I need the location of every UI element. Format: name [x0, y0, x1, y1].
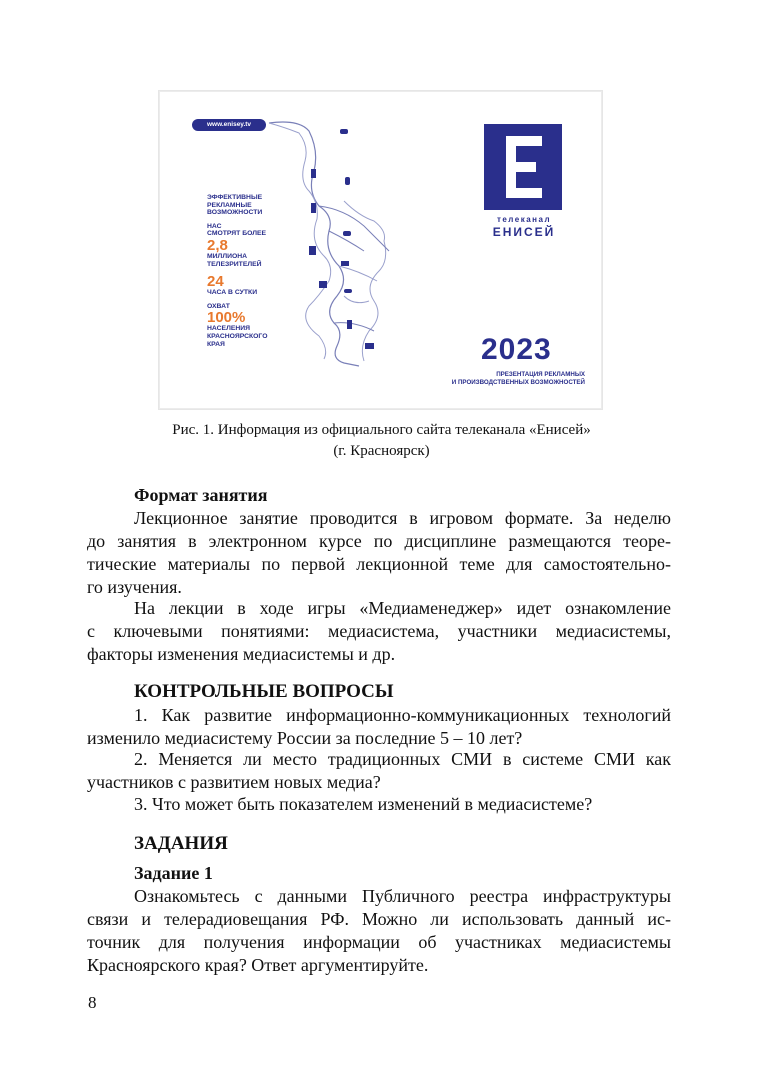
map-icon-fish [344, 289, 352, 293]
presentation-caption [375, 371, 585, 387]
format-paragraph-1 [87, 507, 671, 599]
text-line: связи и телерадиовещания РФ. Можно ли использовать данный ис- [87, 909, 671, 929]
question-1 [87, 704, 671, 750]
stat-watch-label: НАС СМОТРЯТ БОЛЕЕ [207, 222, 267, 238]
enisey-logo [484, 124, 562, 210]
tasks-heading: ЗАДАНИЯ [134, 833, 228, 854]
map-icon-bear [340, 129, 348, 134]
text-line: тические материалы по первой лекционной теме для самостоятельно- [87, 554, 671, 574]
year-label: 2023 [481, 333, 552, 366]
stat-hours-label: ЧАСА В СУТКИ [207, 289, 258, 297]
format-heading: Формат занятия [134, 485, 268, 505]
text-line: Ознакомьтесь с данными Публичного реестра инфраструктуры [134, 886, 671, 906]
stats-block [207, 194, 327, 348]
text-line: На лекции в ходе игры «Медиаменеджер» идет ознакомление [134, 598, 671, 618]
presentation-line-1: ПРЕЗЕНТАЦИЯ РЕКЛАМНЫХ [496, 371, 585, 378]
map-icon-church [347, 320, 352, 329]
text-line: с ключевыми понятиями: медиасистема, участники медиасистемы, [87, 621, 671, 641]
presentation-line-2: И ПРОИЗВОДСТВЕННЫХ ВОЗМОЖНОСТЕЙ [451, 379, 585, 386]
format-paragraph-2 [87, 597, 671, 666]
text-line: Красноярского края? Ответ аргументируйте. [87, 955, 429, 975]
stat-coverage-label: ОХВАТ [207, 302, 230, 310]
text-line: Лекционное занятие проводится в игровом формате. За неделю [134, 508, 671, 528]
text-line: го изучения. [87, 577, 182, 597]
stat-coverage-unit: НАСЕЛЕНИЯ КРАСНОЯРСКОГО КРАЯ [207, 325, 268, 348]
map-icon-tractor [365, 343, 374, 349]
text-line: факторы изменения медиасистемы и др. [87, 644, 396, 664]
text-line: 1. Как развитие информационно-коммуникационных технологий [134, 705, 671, 725]
task-1-text [87, 885, 671, 977]
stat-watch-unit: МИЛЛИОНА ТЕЛЕЗРИТЕЛЕЙ [207, 252, 262, 268]
logo-line-1: телеканал [496, 215, 552, 224]
text-line: участников с развитием новых медиа? [87, 772, 381, 792]
stat-watch-value: 2,8 [207, 236, 228, 254]
text-line: 2. Меняется ли место традиционных СМИ в системе СМИ как [134, 749, 671, 769]
text-line: до занятия в электронном курсе по дисциплине размещаются теоре- [87, 531, 671, 551]
website-url-pill: www.enisey.tv [192, 119, 266, 131]
text-line: 3. Что может быть показателем изменений в медиасистеме? [134, 794, 593, 814]
caption-line-2: (г. Красноярск) [333, 443, 430, 459]
question-3 [87, 793, 671, 816]
text-line: точник для получения информации об участниках медиасистемы [87, 932, 671, 952]
map-icon-figure [345, 177, 350, 185]
stat-hours-value: 24 [207, 273, 224, 291]
logo-line-2: ЕНИСЕЙ [492, 225, 556, 239]
question-2 [87, 748, 671, 794]
caption-line-1: Рис. 1. Информация из официального сайта телеканала «Енисей» [172, 422, 591, 438]
task-1-heading: Задание 1 [134, 863, 213, 883]
questions-heading: КОНТРОЛЬНЫЕ ВОПРОСЫ [134, 681, 394, 702]
map-icon-animal [343, 231, 351, 236]
page-number: 8 [88, 993, 97, 1012]
logo-caption [469, 215, 579, 239]
figure-enisey [159, 91, 602, 409]
logo-e-icon [506, 136, 542, 198]
map-icon-building [311, 169, 316, 178]
figure-caption [120, 420, 643, 462]
stat-coverage-value: 100% [207, 309, 246, 327]
text-line: изменило медиасистему России за последние 5 – 10 лет? [87, 728, 523, 748]
stat-effective-label: ЭФФЕКТИВНЫЕ РЕКЛАМНЫЕ ВОЗМОЖНОСТИ [207, 194, 263, 217]
map-icon-ship [341, 261, 349, 266]
